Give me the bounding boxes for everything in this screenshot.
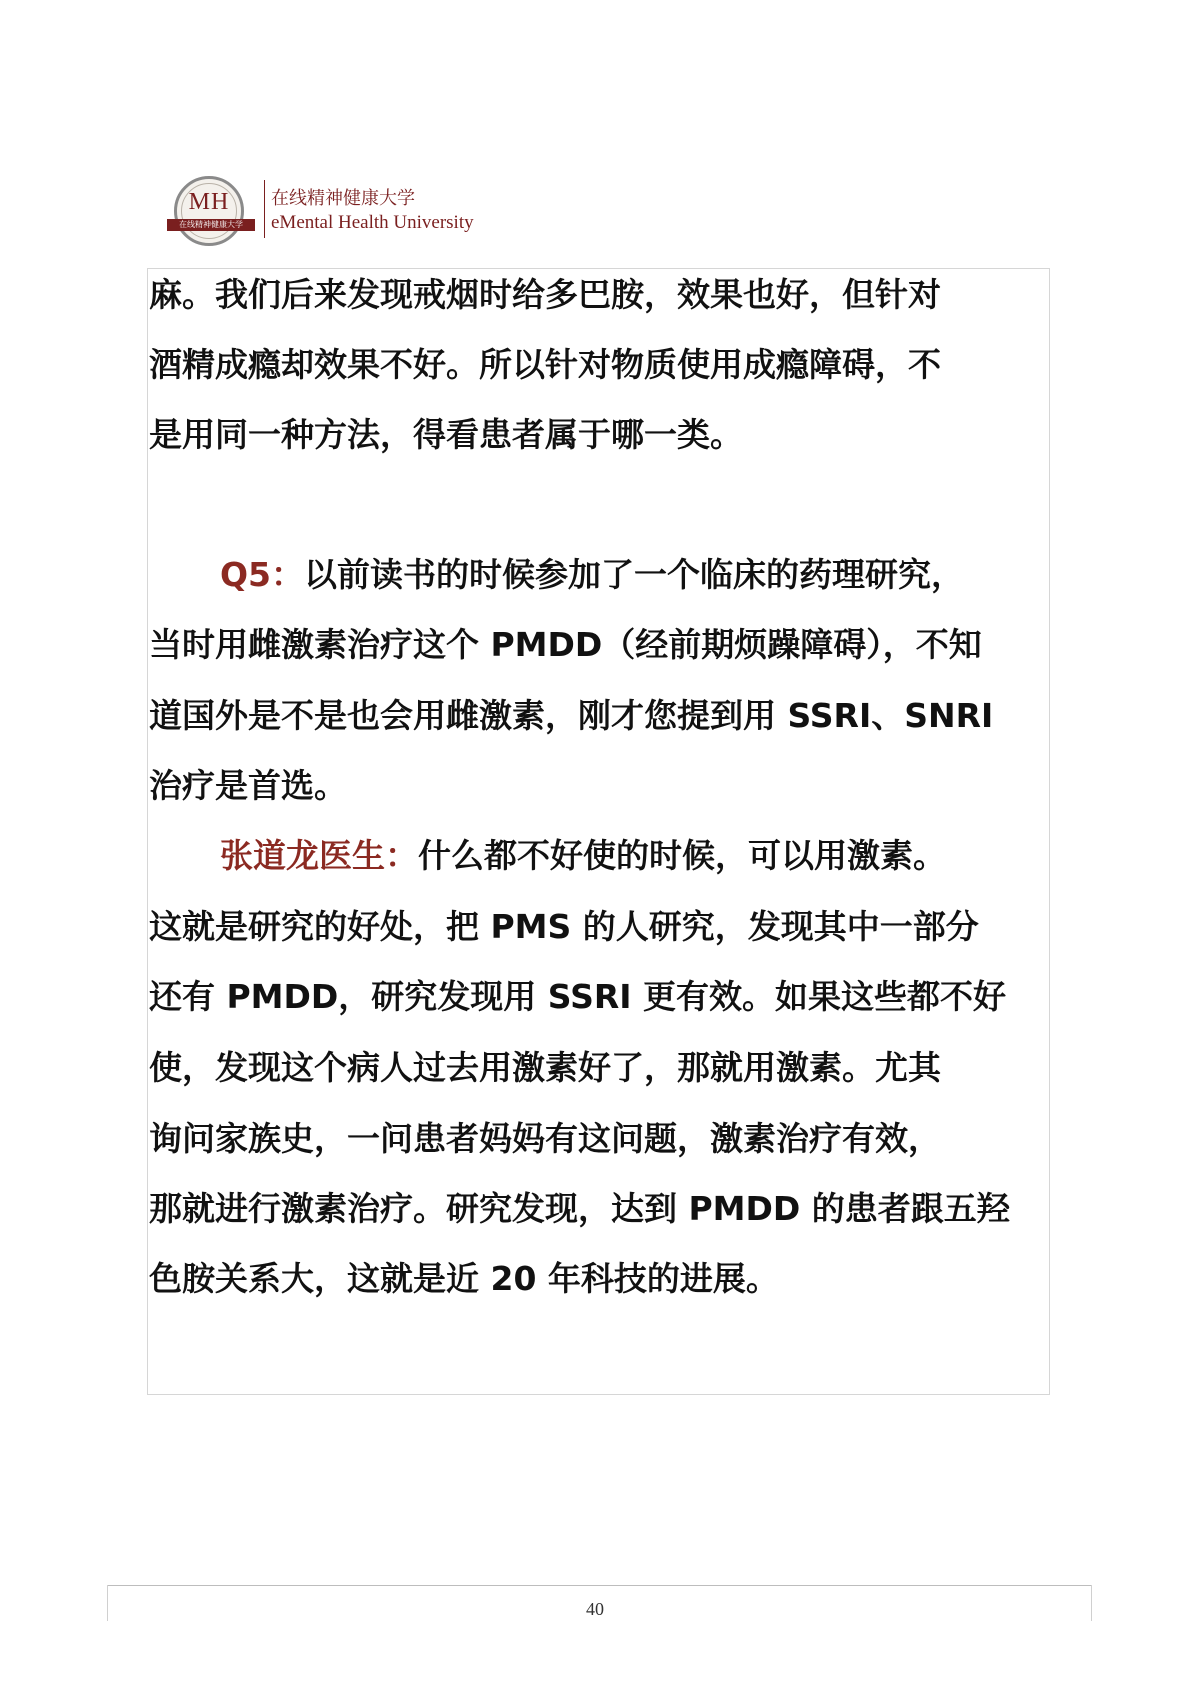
question-line: 道国外是不是也会用雌激素，刚才您提到用 SSRI、SNRI bbox=[149, 696, 994, 735]
body-line: 麻。我们后来发现戒烟时给多巴胺，效果也好，但针对 bbox=[149, 275, 941, 314]
answer-line: 询问家族史，一问患者妈妈有这问题，激素治疗有效， bbox=[149, 1119, 941, 1158]
question-label: Q5： bbox=[220, 555, 305, 594]
answer-line: 使，发现这个病人过去用激素好了，那就用激素。尤其 bbox=[149, 1048, 941, 1087]
answer-line: 这就是研究的好处，把 PMS 的人研究，发现其中一部分 bbox=[149, 907, 979, 946]
org-name-en: eMental Health University bbox=[271, 212, 474, 233]
university-seal-icon bbox=[174, 176, 244, 246]
header-logo bbox=[168, 172, 498, 248]
answer-paragraph bbox=[220, 836, 946, 876]
answer-line: 还有 PMDD，研究发现用 SSRI 更有效。如果这些都不好 bbox=[149, 977, 1007, 1016]
question-q5 bbox=[220, 555, 964, 595]
body-line: 酒精成瘾却效果不好。所以针对物质使用成瘾障碍，不 bbox=[149, 345, 941, 384]
page-number: 40 bbox=[586, 1599, 604, 1619]
answer-line: 色胺关系大，这就是近 20 年科技的进展。 bbox=[149, 1259, 779, 1298]
seal-monogram: MH bbox=[188, 189, 230, 215]
question-line: 当时用雌激素治疗这个 PMDD（经前期烦躁障碍），不知 bbox=[149, 625, 982, 664]
answer-line: 那就进行激素治疗。研究发现，达到 PMDD 的患者跟五羟 bbox=[149, 1189, 1010, 1228]
logo-divider bbox=[264, 180, 265, 238]
footer-divider bbox=[107, 1585, 1092, 1586]
question-line: 治疗是首选。 bbox=[149, 766, 347, 805]
answer-text: 什么都不好使的时候，可以用激素。 bbox=[418, 836, 946, 875]
org-name-cn: 在线精神健康大学 bbox=[271, 188, 415, 209]
seal-banner bbox=[167, 219, 255, 231]
speaker-label: 张道龙医生： bbox=[220, 836, 418, 875]
question-text: 以前读书的时候参加了一个临床的药理研究， bbox=[304, 555, 965, 594]
body-line: 是用同一种方法，得看患者属于哪一类。 bbox=[149, 415, 743, 454]
seal-banner-text: 在线精神健康大学 bbox=[179, 220, 243, 229]
